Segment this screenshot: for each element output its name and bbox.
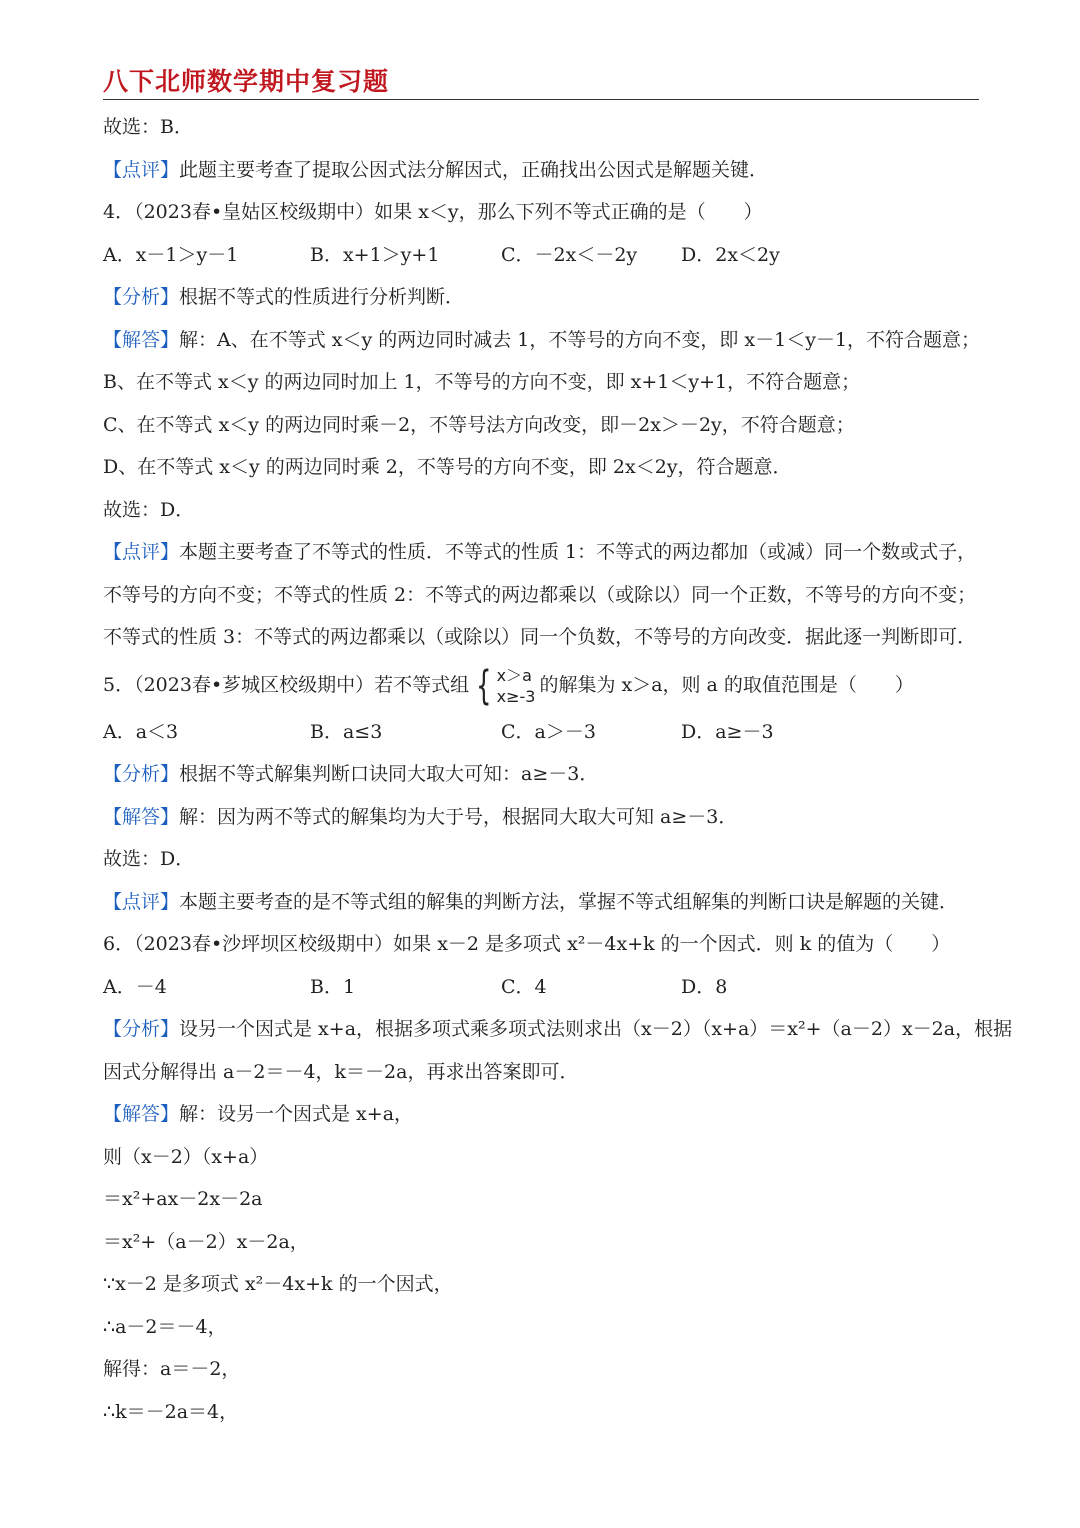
comment-tag: 【点评】 [103, 158, 180, 181]
analysis-text: 根据不等式的性质进行分析判断． [179, 286, 465, 308]
option-d: D．a≥－3 [681, 720, 774, 743]
q6-step: ∵x－2 是多项式 x²－4x+k 的一个因式， [103, 1273, 453, 1295]
option-d: D．8 [681, 975, 728, 998]
q4-analysis [103, 276, 979, 319]
q6-step: ∴k＝－2a＝4， [103, 1400, 239, 1423]
brace-icon: { [476, 662, 492, 709]
q4-answer-line: C、在不等式 x＜y 的两边同时乘－2，不等号法方向改变，即－2x＞－2y，不符合题意； [103, 413, 855, 436]
option-b: B．x+1＞y+1 [310, 243, 440, 266]
analysis-text: 根据不等式解集判断口诀同大取大可知：a≥－3． [179, 763, 599, 785]
system-row: x＞a [496, 665, 532, 685]
analysis-text: 设另一个因式是 x+a，根据多项式乘多项式法则求出（x－2）（x+a）＝x²+（a－2）x－2a，根据 [179, 1018, 1013, 1040]
q6-analysis [103, 1008, 1013, 1051]
answer-text: 解：A、在不等式 x＜y 的两边同时减去 1，不等号的方向不变，即 x－1＜y－1，不符合题意； [179, 328, 981, 351]
q5-answer [103, 796, 979, 839]
q6-answer [103, 1093, 979, 1136]
comment-tag: 【点评】 [103, 541, 180, 563]
q4-answer-line: D、在不等式 x＜y 的两边同时乘 2，不等号的方向不变，即 2x＜2y，符合题意． [103, 456, 792, 478]
q4-answer-line: B、在不等式 x＜y 的两边同时加上 1，不等号的方向不变，即 x+1＜y+1，不符合题意； [103, 371, 861, 393]
q6-step: 则（x－2）（x+a） [103, 1145, 269, 1168]
q4-answer-line [103, 319, 979, 362]
q4-comment-line: 不等号的方向不变；不等式的性质 2：不等式的两边都乘以（或除以）同一个正数，不等号的方向不变； [103, 583, 977, 606]
q4-comment [103, 531, 979, 574]
q6-step: 解得：a＝－2， [103, 1358, 241, 1380]
q5-analysis [103, 753, 979, 796]
option-b: B．a≤3 [310, 720, 383, 743]
q6-analysis-line: 因式分解得出 a－2＝－4，k＝－2a，再求出答案即可． [103, 1060, 579, 1083]
header-divider [103, 99, 979, 100]
comment-text: 此题主要考查了提取公因式法分解因式，正确找出公因式是解题关键． [179, 158, 769, 181]
prev-choice: 故选：B． [103, 116, 193, 138]
q5-choice: 故选：D． [103, 848, 195, 870]
q4-stem: 4．（2023春•皇姑区校级期中）如果 x＜y，那么下列不等式正确的是（ ） [103, 201, 763, 223]
answer-tag: 【解答】 [103, 805, 180, 828]
prev-comment [103, 149, 979, 192]
option-c: C．4 [501, 975, 547, 998]
inequality-system [471, 662, 536, 709]
comment-text: 本题主要考查的是不等式组的解集的判断方法，掌握不等式组解集的判断口诀是解题的关键． [179, 890, 959, 913]
analysis-tag: 【分析】 [103, 763, 180, 785]
comment-tag: 【点评】 [103, 890, 180, 913]
option-a: A．x－1＞y－1 [103, 243, 239, 266]
q4-comment-line: 不等式的性质 3：不等式的两边都乘以（或除以）同一个负数，不等号的方向改变．据此逐一判断即可． [103, 626, 977, 648]
analysis-tag: 【分析】 [103, 1018, 180, 1040]
option-b: B．1 [310, 975, 356, 998]
q5-stem [103, 659, 979, 711]
answer-tag: 【解答】 [103, 328, 180, 351]
q5-options [103, 711, 979, 754]
option-c: C．a＞－3 [501, 720, 596, 743]
option-a: A．－4 [103, 975, 167, 998]
comment-text: 本题主要考查了不等式的性质．不等式的性质 1：不等式的两边都加（或减）同一个数或式子， [179, 541, 977, 563]
analysis-tag: 【分析】 [103, 286, 180, 308]
q5-comment [103, 881, 979, 924]
q6-options [103, 966, 979, 1009]
option-a: A．a＜3 [103, 720, 179, 743]
system-row: x≥-3 [496, 686, 536, 706]
q6-step: ∴a－2＝－4， [103, 1315, 227, 1338]
q5-stem-pre: 5．（2023春•芗城区校级期中）若不等式组 [103, 673, 470, 696]
answer-tag: 【解答】 [103, 1103, 180, 1125]
answer-text: 解：设另一个因式是 x+a， [179, 1103, 414, 1125]
q6-step: ＝x²+ax－2x－2a [103, 1188, 263, 1210]
option-c: C．－2x＜－2y [501, 243, 638, 266]
q4-choice: 故选：D． [103, 498, 195, 521]
q6-stem: 6．（2023春•沙坪坝区校级期中）如果 x－2 是多项式 x²－4x+k 的一个因式．则 k 的值为（ ） [103, 933, 951, 955]
q5-stem-post: 的解集为 x＞a，则 a 的取值范围是（ ） [539, 673, 914, 696]
option-d: D．2x＜2y [681, 243, 780, 266]
document-body [103, 106, 1013, 1433]
q4-options [103, 234, 979, 277]
document-title: 八下北师数学期中复习题 [103, 67, 390, 96]
q6-step: ＝x²+（a－2）x－2a， [103, 1230, 309, 1253]
answer-text: 解：因为两不等式的解集均为大于号，根据同大取大可知 a≥－3． [179, 805, 738, 828]
